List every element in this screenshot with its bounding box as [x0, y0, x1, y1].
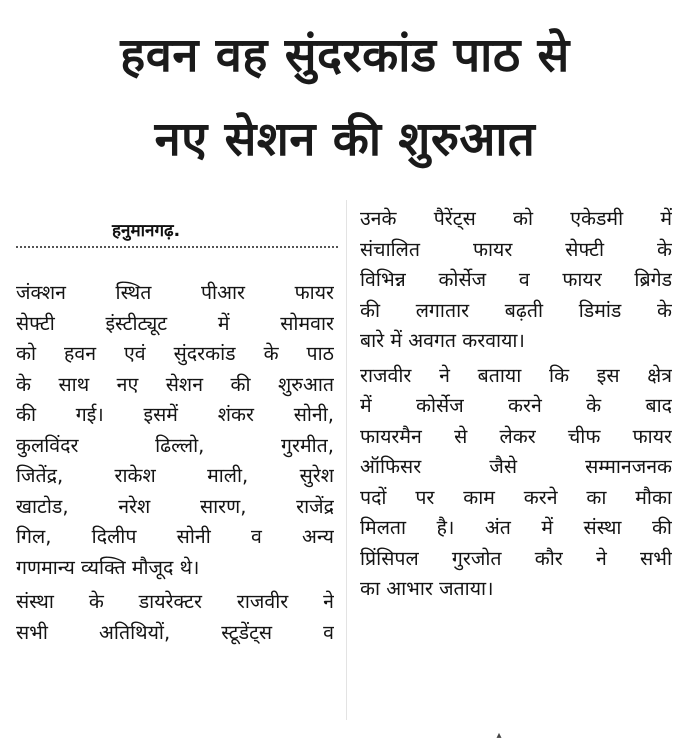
- text-line: कुलविंदर ढिल्लो, गुरमीत,: [16, 433, 334, 457]
- text-line: राजवीर ने बताया कि इस क्षेत्र: [360, 363, 672, 387]
- paragraph: [360, 204, 672, 357]
- text-line: पदों पर काम करने का मौका: [360, 485, 672, 509]
- dateline: हनुमानगढ़.: [112, 221, 181, 241]
- text-line: खाटोड, नरेश सारण, राजेंद्र: [16, 494, 334, 518]
- text-line: जंक्शन स्थित पीआर फायर: [16, 281, 334, 304]
- paragraph: [360, 361, 672, 605]
- text-line: की गई। इसमें शंकर सोनी,: [16, 403, 334, 426]
- text-line: ऑफिसर जैसे सम्मानजनक: [360, 455, 672, 478]
- text-line: सेफ्टी इंस्टीट्यूट में सोमवार: [16, 311, 334, 335]
- cut-mark: ▴: [496, 730, 502, 741]
- headline: [0, 14, 690, 182]
- text-line: के साथ नए सेशन की शुरुआत: [16, 372, 334, 396]
- text-line: उनके पैरेंट्स को एकेडमी में: [360, 207, 672, 230]
- text-line: विभिन्न कोर्सेज व फायर ब्रिगेड: [360, 268, 672, 291]
- column-divider: [346, 200, 347, 720]
- headline-line-1: हवन वह सुंदरकांड पाठ से: [120, 28, 570, 83]
- text-line: में कोर्सेज करने के बाद: [360, 394, 672, 417]
- text-line: की लगातार बढ़ती डिमांड के: [360, 298, 672, 322]
- text-line: संचालित फायर सेफ्टी के: [360, 237, 672, 261]
- text-line: सभी अतिथियों, स्टूडेंट्स व: [16, 620, 334, 644]
- paragraph: [16, 587, 334, 648]
- text-line: गणमान्य व्यक्ति मौजूद थे।: [16, 555, 200, 579]
- text-line: फायरमैन से लेकर चीफ फायर: [360, 424, 672, 448]
- text-line: बारे में अवगत करवाया।: [360, 329, 525, 352]
- article-column-left: [16, 278, 334, 648]
- text-line: गिल, दिलीप सोनी व अन्य: [16, 525, 334, 548]
- text-line: संस्था के डायरेक्टर राजवीर ने: [16, 590, 334, 613]
- text-line: का आभार जताया।: [360, 577, 494, 600]
- text-line: जितेंद्र, राकेश माली, सुरेश: [16, 464, 334, 487]
- dotted-divider: [16, 246, 338, 248]
- text-line: को हवन एवं सुंदरकांड के पाठ: [16, 342, 334, 365]
- paragraph: [16, 278, 334, 583]
- headline-line-2: नए सेशन की शुरुआत: [154, 112, 536, 167]
- text-line: मिलता है। अंत में संस्था की: [360, 516, 672, 539]
- text-line: प्रिंसिपल गुरजोत कौर ने सभी: [360, 546, 672, 570]
- article-column-right: [360, 204, 672, 605]
